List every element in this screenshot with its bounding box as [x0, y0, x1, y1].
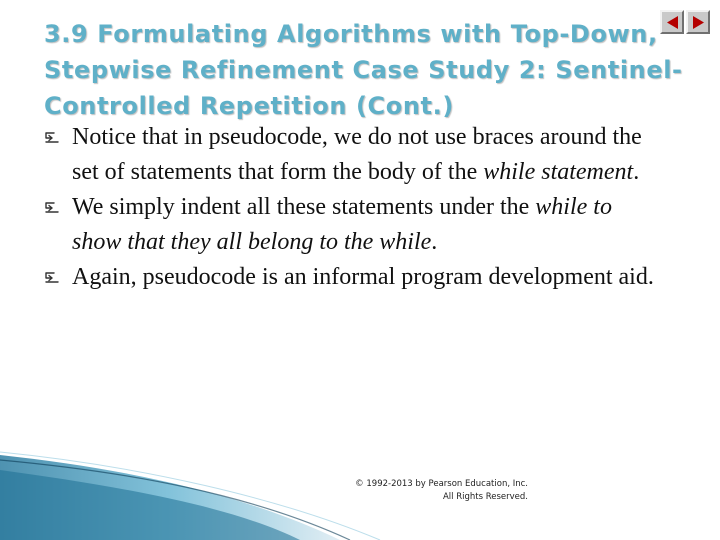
- hanging-indent-bullet-icon: [44, 130, 60, 146]
- title-line: Stepwise Refinement Case Study 2: Sentinel-: [44, 56, 683, 84]
- hanging-indent-bullet-icon: [44, 200, 60, 216]
- bullet-item: [44, 260, 664, 295]
- bullet-item: [44, 120, 664, 190]
- bullet-text-italic: while statement: [483, 159, 634, 185]
- bullet-text: Notice that in pseudocode, we do not use braces around the set of statements that form the body of the: [72, 124, 642, 185]
- rights-line: All Rights Reserved.: [442, 492, 528, 502]
- left-triangle-icon: [665, 15, 680, 30]
- slide-navigation: [660, 10, 710, 34]
- bullet-item: [44, 190, 664, 260]
- title-line: 3.9 Formulating Algorithms with Top-Down,: [44, 20, 658, 48]
- copyright-footer: [300, 478, 528, 504]
- bullet-text: We simply indent all these statements under the: [72, 194, 536, 220]
- bullet-text-italic: while to show that they all belong to the while: [72, 194, 612, 255]
- bullet-text: .: [431, 229, 438, 255]
- right-triangle-icon: [691, 15, 706, 30]
- bullet-text: .: [633, 159, 640, 185]
- slide-title: [44, 16, 683, 124]
- bullet-list: [44, 120, 664, 295]
- title-line: Controlled Repetition (Cont.): [44, 92, 454, 120]
- next-slide-button[interactable]: [686, 10, 710, 34]
- bullet-text: Again, pseudocode is an informal program development aid.: [72, 264, 654, 290]
- copyright-line: © 1992-2013 by Pearson Education, Inc.: [355, 479, 528, 489]
- previous-slide-button[interactable]: [660, 10, 684, 34]
- hanging-indent-bullet-icon: [44, 270, 60, 286]
